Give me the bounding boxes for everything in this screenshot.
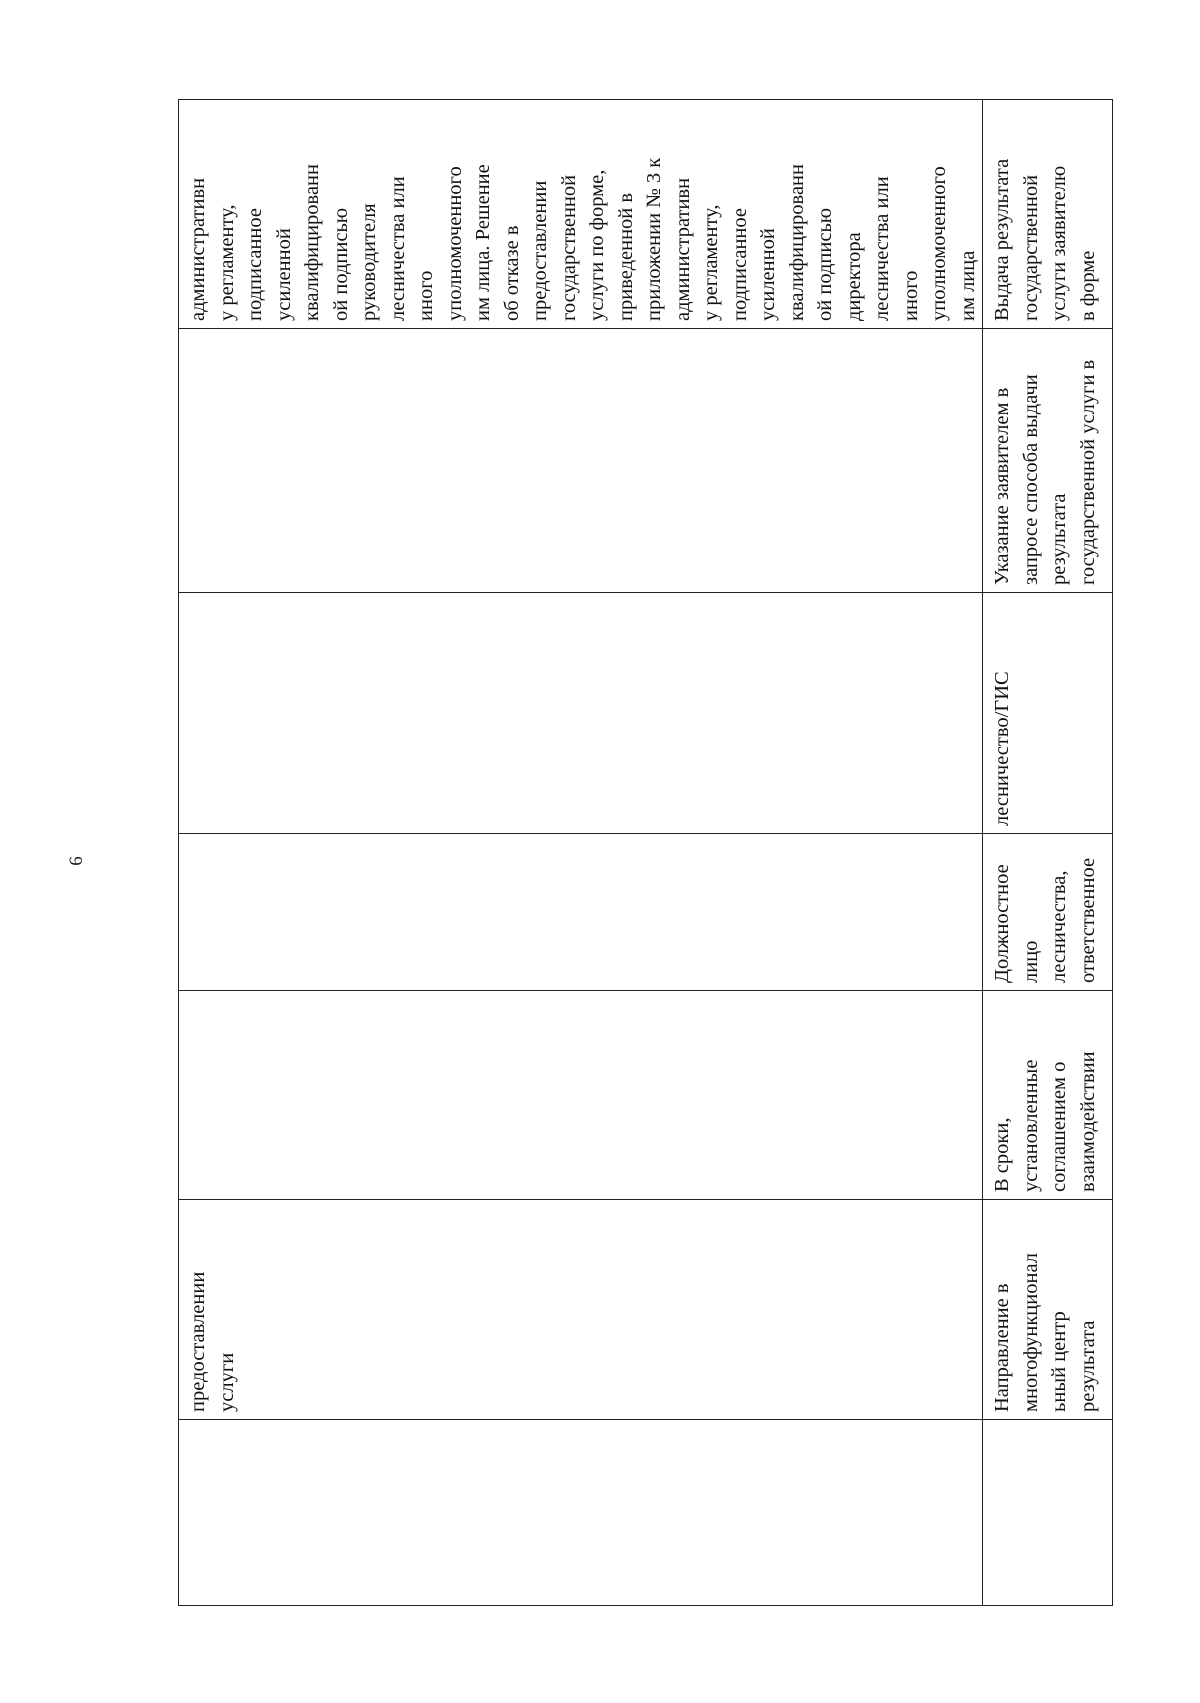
table-cell: [983, 991, 1113, 1200]
table-cell: [983, 834, 1113, 991]
cell-text-line: ьный центр: [1048, 1311, 1070, 1412]
cell-text-line: уполномоченного: [928, 166, 950, 321]
table-cell: [179, 1200, 983, 1420]
cell-text-line: государственной: [1019, 174, 1042, 321]
cell-text-line: у регламенту,: [215, 204, 238, 321]
cell-text-line: лесничество/ГИС: [991, 671, 1013, 826]
cell-text-line: усиленной: [757, 228, 779, 321]
cell-text-line: предоставлении: [529, 180, 551, 321]
cell-text-line: услуги по форме,: [586, 169, 608, 321]
cell-text-line: предоставлении: [187, 1271, 209, 1412]
table-cell: [179, 329, 983, 593]
cell-text-line: подписанное: [728, 208, 751, 321]
cell-text-line: запросе способа выдачи: [1019, 374, 1042, 585]
cell-text-line: директора: [842, 232, 865, 321]
cell-text-line: в форме: [1076, 250, 1099, 321]
cell-text-line: лицо: [1019, 940, 1042, 983]
cell-text-line: услуги заявителю: [1048, 165, 1070, 321]
table-cell: [983, 329, 1113, 593]
cell-text-line: результата: [1076, 1320, 1099, 1412]
cell-text-line: об отказе в: [500, 225, 523, 321]
cell-text-line: соглашением о: [1048, 1061, 1070, 1192]
cell-text-line: установленные: [1019, 1059, 1042, 1192]
table-cell: [983, 100, 1113, 329]
cell-text-line: ой подписью: [814, 207, 836, 321]
cell-text-line: Выдача результата: [991, 158, 1013, 321]
table-cell: [179, 991, 983, 1200]
cell-text-line: уполномоченного: [443, 166, 466, 321]
rotated-table-wrapper: [178, 100, 1104, 1606]
table-cell: [179, 1420, 983, 1606]
cell-text-line: руководителя: [358, 203, 380, 321]
cell-text-line: взаимодействии: [1076, 1051, 1099, 1192]
cell-text-line: В сроки,: [991, 1117, 1013, 1192]
cell-text-line: лесничества,: [1048, 870, 1070, 983]
cell-text-line: многофункционал: [1019, 1253, 1042, 1412]
table-row: [179, 100, 983, 1606]
cell-text-line: услуги: [215, 1352, 238, 1412]
table-row: [983, 100, 1113, 1606]
cell-text-line: Указание заявителем в: [991, 387, 1013, 585]
cell-text-line: иного: [899, 270, 922, 321]
page-number: 6: [66, 856, 87, 866]
cell-text-line: иного: [415, 270, 437, 321]
table-cell: [983, 1200, 1113, 1420]
table-cell: [179, 100, 983, 329]
cell-text-line: приведенной в: [614, 192, 637, 321]
cell-text-line: им лица. Решение: [472, 164, 494, 321]
cell-text-line: государственной: [557, 174, 580, 321]
procedure-table: [178, 99, 1113, 1606]
cell-text-line: государственной услуги в: [1076, 359, 1099, 585]
cell-text-line: усиленной: [272, 228, 295, 321]
cell-text-line: приложении № 3 к: [643, 157, 665, 321]
cell-text-line: Должностное: [991, 864, 1013, 983]
cell-text-line: ответственное: [1076, 857, 1099, 983]
cell-text-line: административн: [671, 177, 694, 321]
cell-text-line: Направление в: [991, 1283, 1013, 1412]
table-cell: [983, 593, 1113, 834]
cell-text-line: административн: [187, 177, 209, 321]
cell-text-line: квалифицированн: [785, 164, 808, 321]
cell-text-line: у регламенту,: [700, 204, 722, 321]
table-cell: [983, 1420, 1113, 1606]
cell-text-line: им лица: [956, 250, 979, 321]
table-cell: [179, 834, 983, 991]
cell-text-line: ой подписью: [329, 207, 352, 321]
cell-text-line: квалифицированн: [301, 164, 323, 321]
cell-text-line: результата: [1048, 493, 1070, 585]
table-cell: [179, 593, 983, 834]
cell-text-line: подписанное: [244, 208, 266, 321]
cell-text-line: лесничества или: [386, 176, 409, 321]
cell-text-line: лесничества или: [871, 176, 893, 321]
